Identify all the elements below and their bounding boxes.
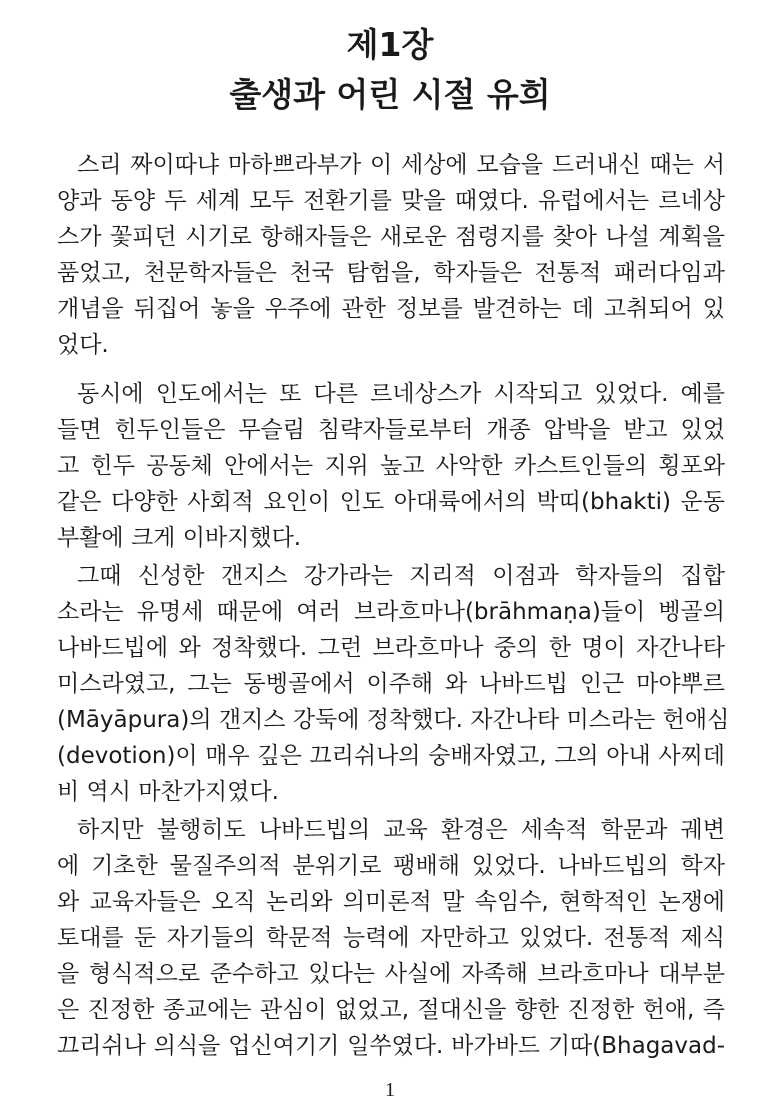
text-line: 스가 꽃피던 시기로 항해자들은 새로운 점령지를 찾아 나설 계획을 bbox=[57, 224, 725, 250]
text-line: 소라는 유명세 때문에 여러 브라흐마나(brāhmaṇa)들이 벵골의 bbox=[57, 599, 725, 625]
text-line: (Māyāpura)의 갠지스 강둑에 정착했다. 자간나타 미스라는 헌애심 bbox=[57, 707, 730, 733]
page-number: 1 bbox=[385, 1079, 395, 1101]
text-line: (devotion)이 매우 깊은 끄리쉬나의 숭배자였고, 그의 아내 사찌데 bbox=[57, 743, 725, 769]
text-line: 개념을 뒤집어 놓을 우주에 관한 정보를 발견하는 데 고취되어 있 bbox=[57, 296, 725, 322]
text-line: 토대를 둔 자기들의 학문적 능력에 자만하고 있었다. 전통적 제식 bbox=[57, 925, 725, 951]
text-line: 미스라였고, 그는 동벵골에서 이주해 와 나바드빕 인근 마야뿌르 bbox=[57, 671, 725, 697]
text-line: 들면 힌두인들은 무슬림 침략자들로부터 개종 압박을 받고 있었 bbox=[57, 417, 725, 443]
text-line: 양과 동양 두 세계 모두 전환기를 맞을 때였다. 유럽에서는 르네상 bbox=[57, 188, 725, 214]
text-line: 그때 신성한 갠지스 강가라는 지리적 이점과 학자들의 집합 bbox=[77, 563, 725, 589]
text-line: 고 힌두 공동체 안에서는 지위 높고 사악한 카스트인들의 횡포와 bbox=[57, 453, 725, 479]
text-line: 같은 다양한 사회적 요인이 인도 아대륙에서의 박띠(bhakti) 운동 bbox=[57, 489, 725, 515]
chapter-number: 제1장 bbox=[346, 25, 434, 64]
text-line: 었다. bbox=[57, 332, 109, 358]
text-line: 품었고, 천문학자들은 천국 탐험을, 학자들은 전통적 패러다임과 bbox=[57, 260, 725, 286]
paragraph-4 bbox=[57, 812, 725, 1064]
text-line: 부활에 크게 이바지했다. bbox=[57, 525, 302, 551]
text-line: 을 형식적으로 준수하고 있다는 사실에 자족해 브라흐마나 대부분 bbox=[57, 961, 725, 987]
text-line: 끄리쉬나 의식을 업신여기기 일쑤였다. 바가바드 기따(Bhagavad- bbox=[57, 1033, 725, 1059]
paragraph-2 bbox=[57, 376, 725, 556]
text-line: 에 기초한 물질주의적 분위기로 팽배해 있었다. 나바드빕의 학자 bbox=[57, 853, 725, 879]
paragraph-3 bbox=[57, 558, 730, 810]
text-line: 스리 짜이따냐 마하쁘라부가 이 세상에 모습을 드러내신 때는 서 bbox=[77, 152, 725, 178]
text-line: 나바드빕에 와 정착했다. 그런 브라흐마나 중의 한 명이 자간나타 bbox=[57, 635, 725, 661]
paragraph-1 bbox=[57, 147, 725, 363]
text-line: 와 교육자들은 오직 논리와 의미론적 말 속임수, 현학적인 논쟁에 bbox=[57, 889, 725, 915]
text-line: 동시에 인도에서는 또 다른 르네상스가 시작되고 있었다. 예를 bbox=[77, 381, 725, 407]
chapter-title: 출생과 어린 시절 유희 bbox=[229, 75, 551, 114]
text-line: 하지만 불행히도 나바드빕의 교육 환경은 세속적 학문과 궤변 bbox=[77, 817, 725, 843]
text-line: 비 역시 마찬가지였다. bbox=[57, 779, 279, 805]
text-line: 은 진정한 종교에는 관심이 없었고, 절대신을 향한 진정한 헌애, 즉 bbox=[57, 997, 725, 1023]
